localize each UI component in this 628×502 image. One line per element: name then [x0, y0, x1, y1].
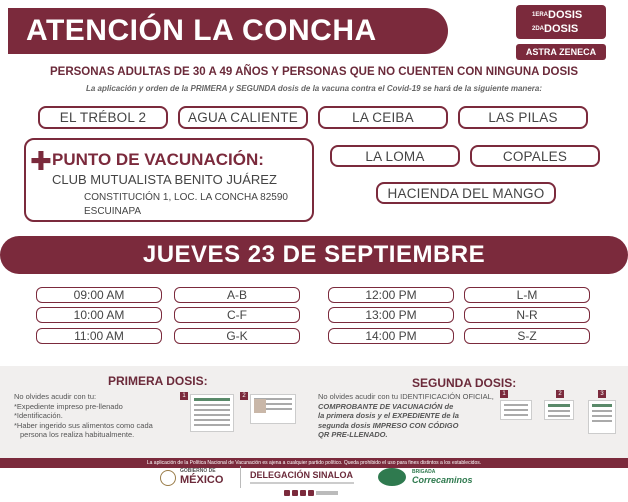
- dose2-label: DOSIS: [544, 23, 579, 35]
- first-dose-line: *Haber ingerido sus alimentos como cada: [14, 420, 153, 430]
- plus-icon: ✚: [30, 146, 52, 176]
- first-dose-line: persona los realiza habitualmente.: [20, 430, 135, 439]
- second-dose-requirements: [318, 392, 498, 440]
- id-card-icon: [500, 400, 532, 420]
- location-pill: LA CEIBA: [318, 106, 448, 129]
- location-pill: LA LOMA: [330, 145, 460, 167]
- vaccination-point-city: ESCUINAPA: [84, 206, 142, 217]
- dose2-ordinal: 2DA: [532, 26, 545, 32]
- second-dose-line: COMPROBANTE DE VACUNACIÓN de: [318, 401, 454, 411]
- id-photo-icon: [254, 399, 266, 413]
- schedule-time: 09:00 AM: [36, 287, 162, 303]
- delegation-logo-text: DELEGACIÓN SINALOA: [250, 470, 354, 480]
- brigade-logo-small: BRIGADA: [412, 469, 436, 475]
- second-dose-line: segunda dosis IMPRESO CON CÓDIGO: [318, 420, 459, 430]
- location-pill: HACIENDA DEL MANGO: [376, 182, 556, 204]
- dose1-label: DOSIS: [548, 9, 583, 21]
- doc-number: 1: [500, 390, 508, 398]
- schedule-letters: L-M: [464, 287, 590, 303]
- doc-number: 2: [556, 390, 564, 398]
- location-pill: LAS PILAS: [458, 106, 588, 129]
- twitter-icon[interactable]: [292, 490, 298, 496]
- schedule-time: 10:00 AM: [36, 307, 162, 323]
- facebook-icon[interactable]: [284, 490, 290, 496]
- schedule-letters: A-B: [174, 287, 300, 303]
- delegation-logo-underline: [250, 482, 354, 484]
- schedule-time: 12:00 PM: [328, 287, 454, 303]
- vaccination-point-heading: PUNTO DE VACUNACIÓN:: [52, 150, 264, 169]
- vaccination-point-name: CLUB MUTUALISTA BENITO JUÁREZ: [52, 172, 277, 187]
- vaccination-point-card: [24, 138, 314, 222]
- logo-divider: [240, 466, 241, 488]
- first-dose-heading: PRIMERA DOSIS:: [108, 374, 208, 388]
- date-banner: JUEVES 23 DE SEPTIEMBRE: [0, 236, 628, 274]
- dose-badge: [516, 5, 606, 39]
- requirements-panel: [0, 366, 628, 458]
- schedule-time: 13:00 PM: [328, 307, 454, 323]
- first-dose-line: *Identificación.: [14, 411, 63, 420]
- page-title: ATENCIÓN LA CONCHA: [8, 8, 448, 54]
- location-pill: COPALES: [470, 145, 600, 167]
- audience-subtitle: PERSONAS ADULTAS DE 30 A 49 AÑOS Y PERSONAS QUE NO CUENTEN CON NINGUNA DOSIS: [49, 66, 579, 78]
- first-dose-line: *Expediente impreso pre-llenado: [14, 401, 123, 411]
- brigade-logo-text: Correcaminos: [412, 475, 473, 485]
- instructions-note: La aplicación y orden de la PRIMERA y SEGUNDA dosis de la vacuna contra el Covid-19 se hará de la siguiente manera:: [86, 84, 542, 93]
- social-icons: [284, 490, 338, 496]
- gov-logo-text: MÉXICO: [180, 474, 224, 486]
- social-handle: [316, 491, 338, 495]
- qr-record-document-icon: [588, 400, 616, 434]
- schedule-time: 11:00 AM: [36, 328, 162, 344]
- vaccination-point-address: CONSTITUCIÓN 1, LOC. LA CONCHA 82590: [84, 192, 288, 203]
- first-dose-line: No olvides acudir con tu:: [14, 392, 97, 401]
- record-document-icon: [190, 394, 234, 432]
- schedule-letters: S-Z: [464, 328, 590, 344]
- instagram-icon[interactable]: [300, 490, 306, 496]
- location-pill: AGUA CALIENTE: [178, 106, 308, 129]
- mexico-seal-icon: [160, 470, 176, 486]
- doc-number: 3: [598, 390, 606, 398]
- second-dose-line: No olvides acudir con tu IDENTIFICACIÓN OFICIAL,: [318, 392, 494, 401]
- schedule-letters: G-K: [174, 328, 300, 344]
- second-dose-line: la primera dosis y el EXPEDIENTE de la: [318, 411, 459, 420]
- disclaimer-band: La aplicación de la Política Nacional de Vacunación es ajena a cualquier partido político. Queda prohibido el uso para fines distintos a los establecidos.: [0, 458, 628, 468]
- first-dose-requirements: [14, 392, 184, 440]
- vaccine-badge: ASTRA ZENECA: [516, 44, 606, 60]
- doc-number: 1: [180, 392, 188, 400]
- youtube-icon[interactable]: [308, 490, 314, 496]
- brigade-logo-icon: [378, 468, 406, 486]
- certificate-document-icon: [544, 400, 574, 420]
- location-pill: EL TRÉBOL 2: [38, 106, 168, 129]
- dose1-ordinal: 1ERA: [532, 12, 549, 18]
- gov-logo-small: GOBIERNO DE: [180, 468, 216, 474]
- id-card-icon: [250, 394, 296, 424]
- schedule-letters: C-F: [174, 307, 300, 323]
- doc-number: 2: [240, 392, 248, 400]
- second-dose-heading: SEGUNDA DOSIS:: [412, 376, 517, 390]
- schedule-letters: N-R: [464, 307, 590, 323]
- second-dose-line: QR PRE-LLENADO.: [318, 430, 388, 439]
- schedule-time: 14:00 PM: [328, 328, 454, 344]
